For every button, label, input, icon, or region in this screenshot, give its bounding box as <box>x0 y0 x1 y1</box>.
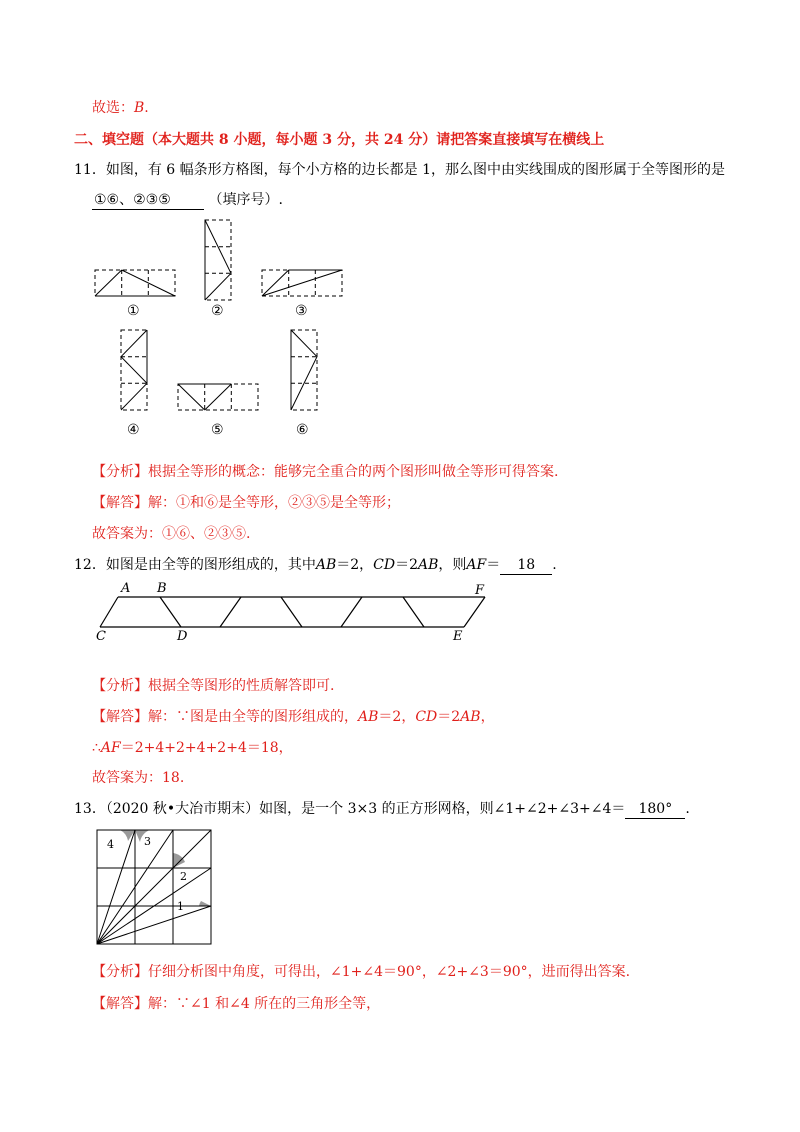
angle-label-4: 4 <box>107 838 114 851</box>
point-label-f: F <box>475 583 485 598</box>
q12-analysis: 【分析】根据全等图形的性质解答即可. <box>92 678 335 694</box>
angle-label-1: 1 <box>177 900 184 913</box>
point-label-e: E <box>453 629 463 644</box>
figure-label-1: ① <box>127 303 140 319</box>
q12-question: 12．如图是由全等的图形组成的，其中AB＝2，CD＝2AB，则AF＝ 18 . <box>74 557 557 573</box>
angle-label-3: 3 <box>144 835 151 848</box>
q12-solution: 【解答】解：∵图是由全等的图形组成的，AB＝2，CD＝2AB， <box>92 709 495 725</box>
q13-question: 13．（2020 秋•大冶市期末）如图，是一个 3×3 的正方形网格，则∠1+∠2+∠3+∠4＝ 180° . <box>74 801 690 817</box>
figure-label-6: ⑥ <box>296 422 309 438</box>
answer-blank: 180° <box>625 800 685 819</box>
figure-label-4: ④ <box>127 422 140 438</box>
q13-solution: 【解答】解：∵∠1 和∠4 所在的三角形全等， <box>92 996 381 1012</box>
figure-label-3: ③ <box>295 303 308 319</box>
top-answer: 故选：B. <box>92 100 149 116</box>
q11-solution: 【解答】解：①和⑥是全等形，②③⑤是全等形； <box>92 495 400 511</box>
point-label-c: C <box>96 629 106 644</box>
q12-calc: ∴AF＝2+4+2+4+2+4＝18， <box>92 740 293 756</box>
q11-final: 故答案为：①⑥、②③⑤. <box>92 526 251 542</box>
point-label-a: A <box>121 581 131 596</box>
figure-label-5: ⑤ <box>211 422 224 438</box>
section-heading: 二、填空题（本大题共 8 小题，每小题 3 分，共 24 分）请把答案直接填写在横线上 <box>74 132 605 148</box>
answer-blank: 18 <box>500 556 552 575</box>
point-label-b: B <box>157 581 167 596</box>
q11-analysis: 【分析】根据全等形的概念：能够完全重合的两个图形叫做全等形可得答案. <box>92 464 559 480</box>
answer-blank: ①⑥、②③⑤ <box>92 191 204 210</box>
q11-answer-line: ①⑥、②③⑤ （填序号）. <box>94 192 283 208</box>
point-label-d: D <box>177 629 188 644</box>
figure-label-2: ② <box>211 303 224 319</box>
q12-final: 故答案为：18. <box>92 770 185 786</box>
angle-1-shade <box>199 901 211 906</box>
angle-label-2: 2 <box>180 870 187 883</box>
q13-analysis: 【分析】仔细分析图中角度，可得出，∠1+∠4＝90°，∠2+∠3＝90°，进而得出答案. <box>92 964 631 980</box>
q11-question: 11．如图，有 6 幅条形方格图，每个小方格的边长都是 1，那么图中由实线围成的图形属于全等图形的是 <box>74 162 725 178</box>
